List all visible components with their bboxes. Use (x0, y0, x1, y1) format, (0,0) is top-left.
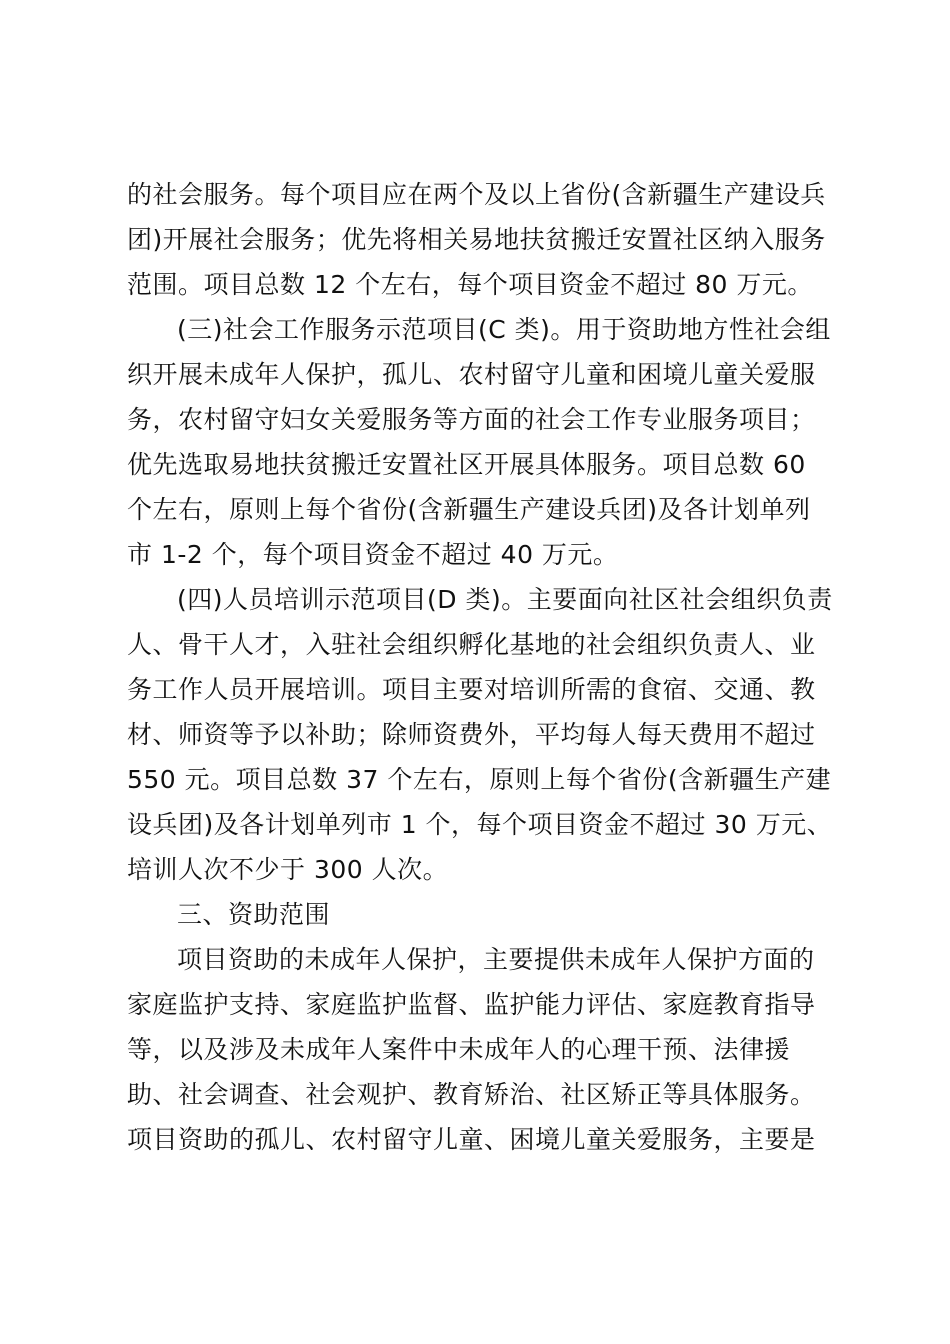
text-line: 等，以及涉及未成年人案件中未成年人的心理干预、法律援 (127, 1035, 791, 1064)
text-line: 人、骨干人才，入驻社会组织孵化基地的社会组织负责人、业 (127, 630, 816, 659)
text-line: 项目资助的未成年人保护，主要提供未成年人保护方面的 (177, 945, 815, 974)
section-heading: 三、资助范围 (177, 900, 331, 929)
text-line: 的社会服务。每个项目应在两个及以上省份(含新疆生产建设兵 (127, 180, 826, 209)
text-line: 培训人次不少于 300 人次。 (127, 855, 449, 884)
text-line: (四)人员培训示范项目(D 类)。主要面向社区社会组织负责 (177, 585, 833, 614)
text-line: 家庭监护支持、家庭监护监督、监护能力评估、家庭教育指导 (127, 990, 816, 1019)
text-line: 织开展未成年人保护，孤儿、农村留守儿童和困境儿童关爱服 (127, 360, 816, 389)
text-line: 市 1-2 个，每个项目资金不超过 40 万元。 (127, 540, 619, 569)
text-line: 范围。项目总数 12 个左右，每个项目资金不超过 80 万元。 (127, 270, 813, 299)
text-line: 务工作人员开展培训。项目主要对培训所需的食宿、交通、教 (127, 675, 816, 704)
text-line: 设兵团)及各计划单列市 1 个，每个项目资金不超过 30 万元、 (127, 810, 833, 839)
text-line: 550 元。项目总数 37 个左右，原则上每个省份(含新疆生产建 (127, 765, 832, 794)
text-line: 助、社会调查、社会观护、教育矫治、社区矫正等具体服务。 (127, 1080, 816, 1109)
text-line: 务，农村留守妇女关爱服务等方面的社会工作专业服务项目； (127, 405, 816, 434)
text-line: (三)社会工作服务示范项目(C 类)。用于资助地方性社会组 (177, 315, 831, 344)
text-line: 个左右，原则上每个省份(含新疆生产建设兵团)及各计划单列 (127, 495, 811, 524)
text-line: 项目资助的孤儿、农村留守儿童、困境儿童关爱服务，主要是 (127, 1125, 816, 1154)
text-line: 团)开展社会服务；优先将相关易地扶贫搬迁安置社区纳入服务 (127, 225, 826, 254)
text-line: 优先选取易地扶贫搬迁安置社区开展具体服务。项目总数 60 (127, 450, 806, 479)
text-line: 材、师资等予以补助；除师资费外，平均每人每天费用不超过 (127, 720, 816, 749)
